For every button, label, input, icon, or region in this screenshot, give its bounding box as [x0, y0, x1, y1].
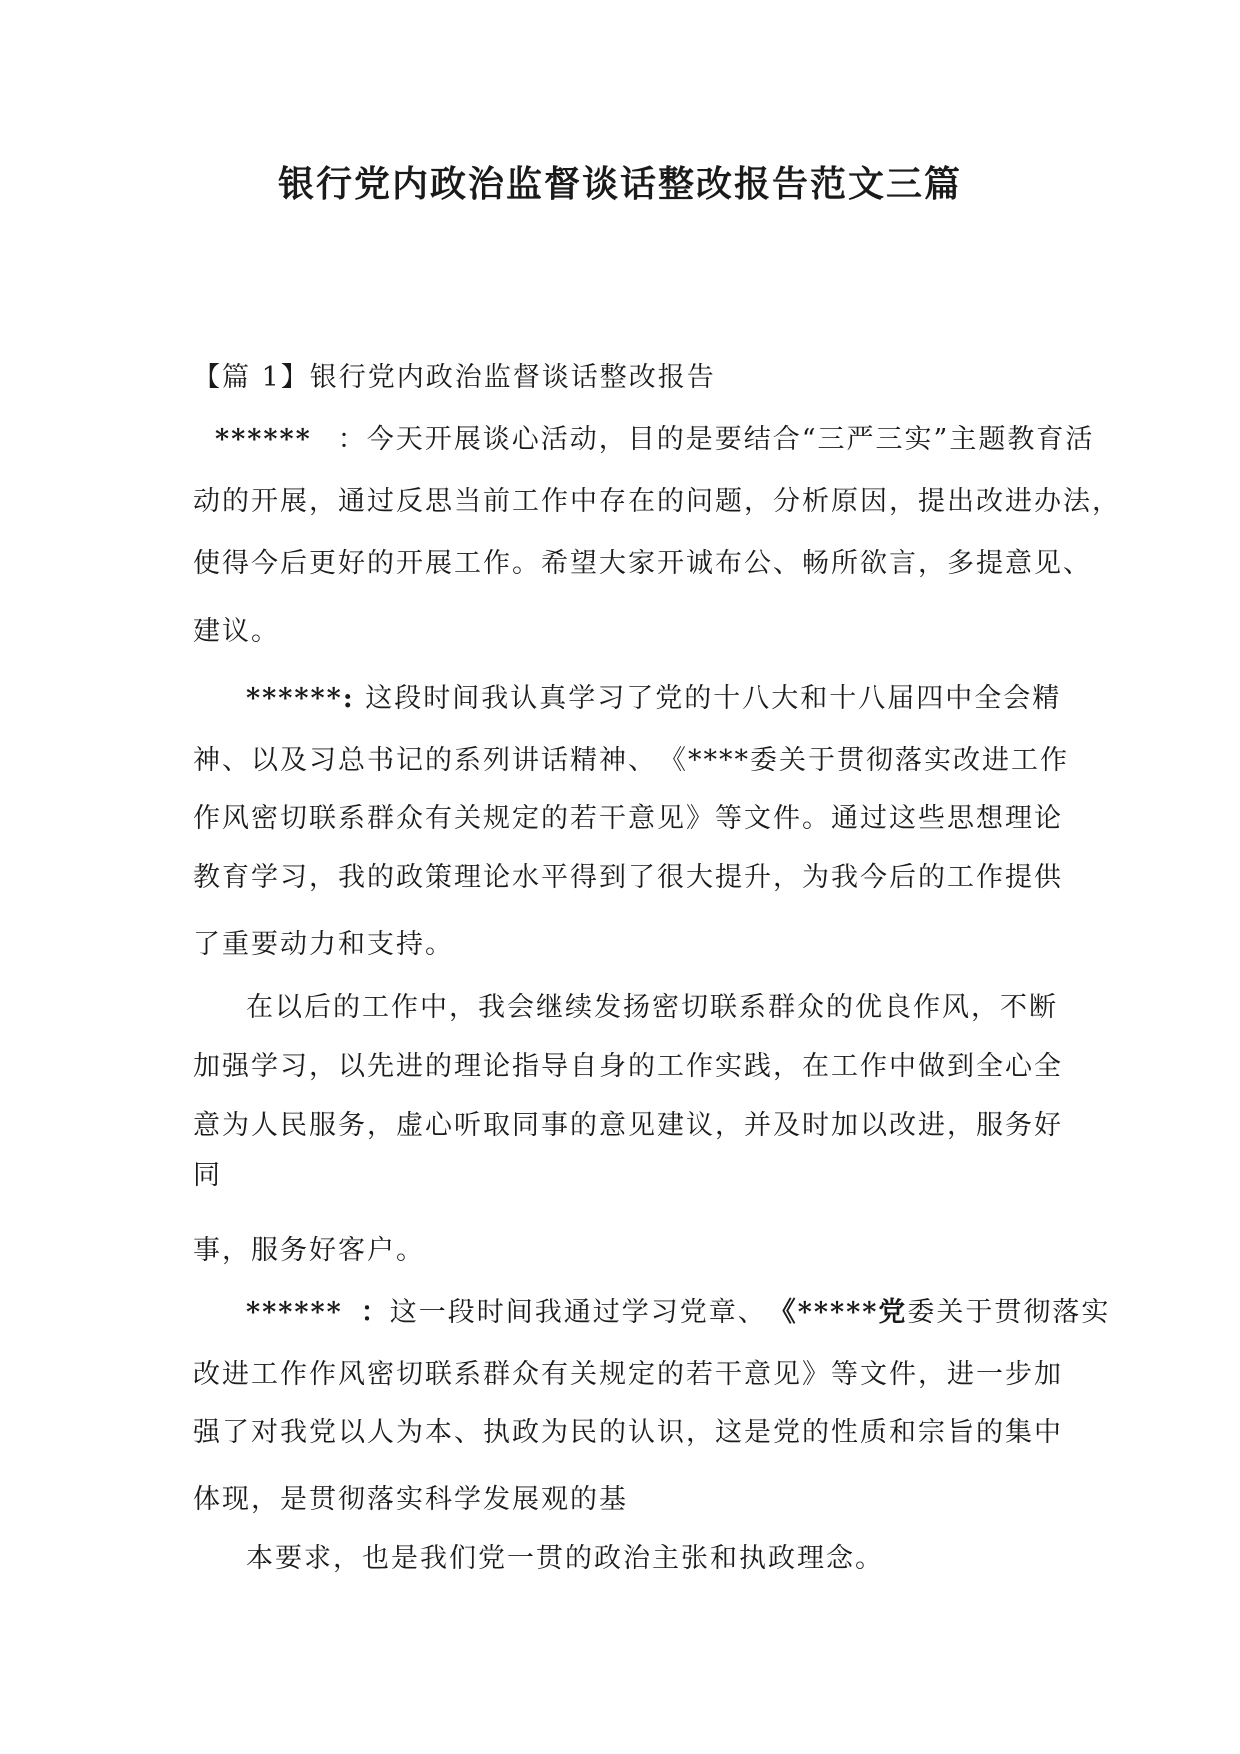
- paragraph-2-line-3: 作风密切联系群众有关规定的若干意见》等文件。通过这些思想理论: [193, 803, 1063, 834]
- paragraph-2-line-4: 教育学习，我的政策理论水平得到了很大提升，为我今后的工作提供: [193, 862, 1063, 893]
- paragraph-3-line-2: 加强学习，以先进的理论指导自身的工作实践，在工作中做到全心全: [193, 1051, 1063, 1082]
- paragraph-3-line-4: 同: [193, 1160, 222, 1191]
- paragraph-text: 这段时间我认真学习了党的十八大和十八届四中全会精: [354, 683, 1062, 714]
- document-reference: 《*****党: [782, 1297, 908, 1328]
- speaker-label: ******: [215, 424, 312, 455]
- paragraph-2-line-2: 神、以及习总书记的系列讲话精神、 《****委关于贯彻落实改进工作: [193, 745, 1069, 776]
- speaker-label: ******: [246, 1297, 343, 1328]
- paragraph-4-line-5: 本要求，也是我们党一贯的政治主张和执政理念。: [246, 1543, 884, 1574]
- paragraph-2-line-5: 了重要动力和支持。: [193, 929, 454, 960]
- paragraph-text: 委关于贯彻落实: [907, 1297, 1111, 1328]
- document-title: 银行党内政治监督谈话整改报告范文三篇: [277, 163, 962, 205]
- speaker-label: ******:: [246, 683, 355, 714]
- paragraph-text: 这一段时间我通过学习党章、: [389, 1297, 783, 1328]
- paragraph-1-line-4: 建议。: [193, 616, 280, 647]
- speaker-colon: ：: [360, 1297, 390, 1328]
- section-heading: 【篇 1】银行党内政治监督谈话整改报告: [193, 362, 716, 393]
- paragraph-2-line-1: [246, 681, 1061, 717]
- paragraph-4-line-2: 改进工作作风密切联系群众有关规定的若干意见》等文件，进一步加: [193, 1359, 1063, 1390]
- paragraph-1-line-3: 使得今后更好的开展工作。希望大家开诚布公、畅所欲言，多提意见、: [193, 548, 1092, 579]
- paragraph-1-line-1: [215, 422, 1094, 458]
- paragraph-3-line-1: 在以后的工作中，我会继续发扬密切联系群众的优良作风，不断: [246, 992, 1058, 1023]
- paragraph-4-line-4: 体现，是贯彻落实科学发展观的基: [193, 1484, 628, 1515]
- paragraph-3-line-3: 意为人民服务，虚心听取同事的意见建议，并及时加以改进，服务好: [193, 1110, 1063, 1141]
- paragraph-text: ：今天开展谈心活动，目的是要结合“三严三实”主题教育活: [337, 424, 1095, 455]
- paragraph-1-line-2: 动的开展，通过反思当前工作中存在的问题，分析原因，提出改进办法，: [193, 486, 1121, 517]
- paragraph-3-line-5: 事，服务好客户。: [193, 1235, 425, 1266]
- paragraph-4-line-3: 强了对我党以人为本、执政为民的认识，这是党的性质和宗旨的集中: [193, 1417, 1063, 1448]
- paragraph-4-line-1: [246, 1295, 1110, 1331]
